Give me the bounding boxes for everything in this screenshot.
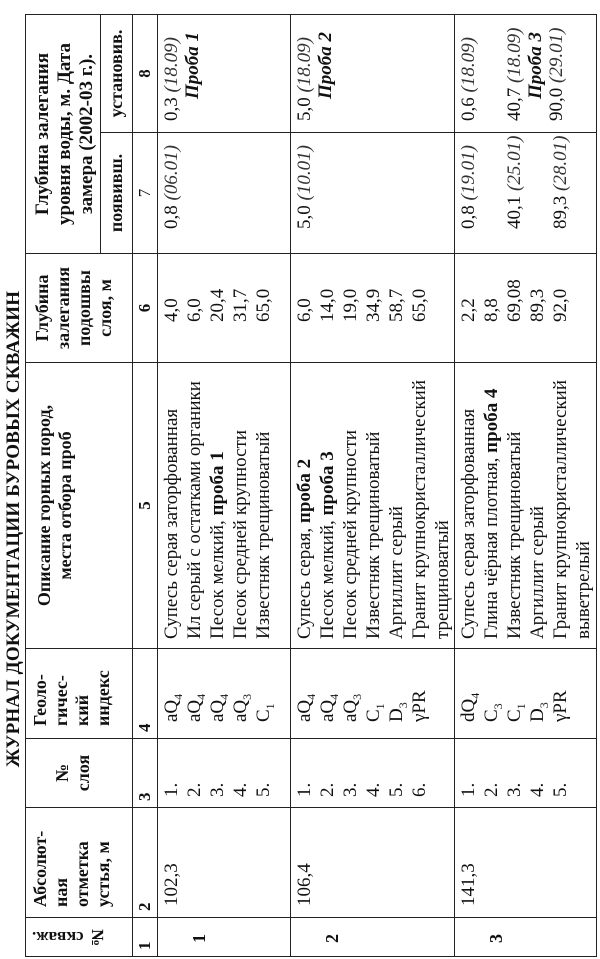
rock-description-text: Ил серый с остатками органики	[184, 381, 205, 639]
bottom-depth-cell	[291, 254, 455, 363]
header-bottom-depth	[26, 254, 133, 363]
water-level-entry	[160, 133, 183, 229]
geo-index-base: C	[363, 709, 384, 722]
document-title: ЖУРНАЛ ДОКУМЕНТАЦИИ БУРОВЫХ СКВАЖИН	[3, 290, 24, 768]
water-depth: 0,8	[458, 205, 479, 229]
geo-index	[183, 649, 206, 722]
header-geo-index	[26, 649, 133, 739]
water-level-entry	[293, 133, 316, 229]
rock-description	[206, 367, 229, 639]
bottom-depth: 6,0	[294, 298, 315, 322]
geo-index-base: aQ	[161, 699, 182, 722]
header-text: кий	[72, 694, 92, 726]
well-row	[455, 14, 597, 956]
geo-index	[362, 649, 385, 722]
header-text: слоя, м	[95, 279, 115, 337]
layer-number: 1.	[458, 782, 479, 797]
water-depth: 0,3	[161, 97, 182, 121]
layer-number: 5.	[253, 782, 274, 797]
geo-index	[339, 649, 362, 722]
header-text: Абсолют-	[30, 830, 50, 907]
column-number: 6	[133, 254, 158, 363]
header-well-no-text: № скваж.	[32, 928, 107, 947]
water-appeared-cell	[455, 133, 597, 254]
water-depth: 5,0	[294, 97, 315, 121]
layer-numbers-cell	[291, 739, 455, 808]
geo-index	[293, 649, 316, 722]
water-depth: 40,7	[504, 87, 525, 121]
header-text: места отбора проб	[55, 431, 75, 580]
bottom-depth: 4,0	[161, 298, 182, 322]
water-depth: 90,0	[546, 87, 567, 121]
water-established-cell	[455, 14, 597, 132]
column-number: 5	[133, 363, 158, 649]
header-text: Глубина залегания	[32, 52, 53, 216]
header-text: ная	[51, 877, 71, 907]
header-text: отметка	[72, 841, 92, 907]
column-number: 4	[133, 649, 158, 739]
geo-index-subscript: 3	[536, 702, 551, 709]
geo-index-subscript: 3	[490, 703, 505, 710]
header-text: подошвы	[74, 270, 94, 346]
bottom-depth: 92,0	[550, 288, 571, 322]
description-cell	[291, 363, 455, 649]
bottom-depth: 69,08	[504, 279, 525, 322]
layer-number: 2.	[481, 782, 502, 797]
header-text: №	[52, 763, 72, 783]
bottom-depth: 65,0	[253, 288, 274, 322]
water-level-entry	[480, 15, 503, 121]
header-text: залегания	[53, 266, 73, 350]
rock-description-text: Гранит крупнокристаллический выветрелый	[550, 380, 594, 639]
geo-index	[316, 649, 339, 722]
header-layer-no	[26, 739, 133, 808]
water-level-entry	[503, 133, 526, 229]
geo-index-subscript: 3	[239, 693, 254, 700]
header-appeared: появивш.	[101, 133, 133, 254]
well-head-elevation: 106,4	[291, 808, 455, 918]
water-level-entry	[316, 15, 335, 121]
rock-description	[549, 367, 595, 639]
rock-description-text: Известняк трещиноватый	[253, 431, 274, 639]
column-number: 1	[133, 918, 158, 957]
bottom-depth: 58,7	[386, 288, 407, 322]
water-established-cell	[158, 14, 291, 132]
geo-index	[549, 649, 572, 722]
rock-description	[362, 367, 385, 639]
bottom-depth-cell	[455, 254, 597, 363]
bottom-depth: 8,8	[481, 298, 502, 322]
bottom-depth: 6,0	[184, 298, 205, 322]
geo-index	[480, 649, 503, 722]
column-number-row	[133, 14, 158, 956]
header-well-no	[26, 918, 133, 957]
geo-index-base: C	[504, 709, 525, 722]
water-level-entry	[160, 15, 183, 121]
header-text: замера (2002-03 г.).	[76, 53, 97, 215]
sample-label: Проба 3	[525, 31, 546, 99]
rock-description	[339, 367, 362, 639]
geo-index-base: γPR	[550, 690, 571, 722]
bottom-depth: 34,9	[363, 288, 384, 322]
geo-index-base: D	[527, 708, 548, 722]
geo-index-subscript: 1	[262, 703, 277, 710]
geo-index-base: aQ	[294, 699, 315, 722]
header-established: установив.	[101, 14, 133, 132]
description-cell	[455, 363, 597, 649]
water-depth: 0,8	[161, 205, 182, 229]
geo-index-base: aQ	[207, 699, 228, 722]
water-level-entry	[526, 133, 549, 229]
rock-description	[385, 367, 408, 639]
geo-index-base: γPR	[409, 690, 430, 722]
sample-label: проба 4	[481, 388, 502, 453]
sample-label: проба 2	[294, 458, 315, 524]
geo-index-base: aQ	[317, 699, 338, 722]
layer-number: 2.	[317, 782, 338, 797]
rock-description-text: Гранит крупнокристаллический трещиноватый	[409, 380, 453, 639]
water-established-cell	[291, 14, 455, 132]
geo-index-cell	[291, 649, 455, 739]
geo-index-base: D	[386, 708, 407, 722]
geo-index	[385, 649, 408, 722]
rock-description-text: Песок средней крупности	[230, 429, 251, 639]
geo-index	[252, 649, 275, 722]
rock-description	[316, 367, 339, 639]
rock-description	[526, 367, 549, 639]
geo-index-subscript: 1	[513, 703, 528, 710]
measurement-date: (18.09)	[504, 27, 525, 83]
column-number: 3	[133, 739, 158, 808]
geo-index	[408, 649, 431, 722]
geo-index-subscript: 3	[395, 702, 410, 709]
rock-description	[252, 367, 275, 639]
rock-description-text: Глина чёрная плотная,	[481, 452, 502, 639]
measurement-date: (29.01)	[546, 27, 567, 83]
layer-number: 6.	[409, 782, 430, 797]
rock-description	[457, 367, 480, 639]
geo-index	[526, 649, 549, 722]
geo-index	[206, 649, 229, 722]
sample-label: Проба 2	[315, 31, 336, 99]
column-number: 7	[133, 133, 158, 254]
layer-numbers-cell	[158, 739, 291, 808]
bottom-depth: 31,7	[230, 288, 251, 322]
well-head-elevation: 102,3	[158, 808, 291, 918]
borehole-log-table	[25, 14, 597, 957]
well-number: 1	[158, 918, 291, 957]
header-text: уровня воды, м. Дата	[54, 43, 75, 225]
header-water-level	[26, 14, 101, 253]
rock-description-text: Аргиллит серый	[527, 506, 548, 639]
layer-number: 3.	[504, 782, 525, 797]
measurement-date: (28.01)	[550, 135, 571, 191]
water-level-entry	[183, 15, 202, 121]
water-level-entry	[457, 15, 480, 121]
sample-label: Проба 1	[182, 31, 203, 99]
bottom-depth: 14,0	[317, 288, 338, 322]
rock-description	[480, 367, 503, 639]
rock-description-text: Супесь серая,	[294, 523, 315, 639]
water-appeared-cell	[158, 133, 291, 254]
rock-description	[293, 367, 316, 639]
measurement-date: (06.01)	[161, 145, 182, 201]
water-depth: 40,1	[504, 195, 525, 229]
water-appeared-cell	[291, 133, 455, 254]
rock-description-text: Аргиллит серый	[386, 506, 407, 639]
geo-index-subscript: 1	[372, 703, 387, 710]
water-level-entry	[293, 15, 316, 121]
water-level-entry	[549, 133, 572, 229]
geo-index-base: aQ	[230, 699, 251, 722]
layer-number: 4.	[363, 782, 384, 797]
header-text: устья, м	[93, 841, 113, 907]
rock-description	[503, 367, 526, 639]
measurement-date: (25.01)	[504, 135, 525, 191]
well-head-elevation: 141,3	[455, 808, 597, 918]
geo-index-subscript: 4	[193, 693, 208, 700]
well-row	[291, 14, 455, 956]
rock-description	[229, 367, 252, 639]
water-level-entry	[457, 133, 480, 229]
geo-index-cell	[158, 649, 291, 739]
header-description	[26, 363, 133, 649]
measurement-date: (18.09)	[294, 37, 315, 93]
geo-index-subscript: 4	[216, 693, 231, 700]
rock-description-text: Известняк трещиноватый	[504, 431, 525, 639]
rock-description-text: Супесь серая заторфованная	[458, 408, 479, 639]
water-level-entry	[503, 15, 526, 121]
header-text: Описание горных пород,	[34, 404, 54, 607]
geo-index-subscript: 4	[303, 693, 318, 700]
rock-description	[408, 367, 454, 639]
geo-index-base: dQ	[458, 698, 479, 722]
bottom-depth: 2,2	[458, 298, 479, 322]
water-level-entry	[545, 15, 568, 121]
geo-index-subscript: 4	[170, 693, 185, 700]
layer-number: 4.	[230, 782, 251, 797]
geo-index	[160, 649, 183, 722]
sample-label: проба 3	[317, 451, 338, 516]
layer-number: 3.	[207, 782, 228, 797]
layer-number: 5.	[550, 782, 571, 797]
well-number: 3	[455, 918, 597, 957]
rock-description	[160, 367, 183, 639]
measurement-date: (18.09)	[458, 37, 479, 93]
well-number: 2	[291, 918, 455, 957]
header-text: Глубина	[32, 274, 52, 342]
layer-number: 5.	[386, 782, 407, 797]
header-text: слоя	[73, 754, 93, 792]
layer-number: 4.	[527, 782, 548, 797]
rock-description-text: Известняк трещиноватый	[363, 431, 384, 639]
measurement-date: (19.01)	[458, 145, 479, 201]
geo-index-base: C	[253, 709, 274, 722]
water-depth: 89,3	[550, 195, 571, 229]
description-cell	[158, 363, 291, 649]
rock-description-text: Песок мелкий,	[317, 515, 338, 639]
geo-index	[503, 649, 526, 722]
header-text: индекс	[93, 670, 113, 726]
bottom-depth-cell	[158, 254, 291, 363]
column-number: 2	[133, 808, 158, 918]
geo-index-subscript: 4	[326, 693, 341, 700]
layer-number: 3.	[340, 782, 361, 797]
water-depth: 0,6	[458, 97, 479, 121]
geo-index-base: C	[481, 709, 502, 722]
column-number: 8	[133, 14, 158, 132]
layer-numbers-cell	[455, 739, 597, 808]
header-abs-mark	[26, 808, 133, 918]
geo-index-cell	[455, 649, 597, 739]
header-text: Геоло-	[30, 674, 50, 726]
measurement-date: (18.09)	[161, 37, 182, 93]
geo-index-base: aQ	[340, 699, 361, 722]
measurement-date: (10.01)	[294, 145, 315, 201]
bottom-depth: 65,0	[409, 288, 430, 322]
layer-number: 2.	[184, 782, 205, 797]
geo-index-subscript: 3	[349, 693, 364, 700]
bottom-depth: 89,3	[527, 288, 548, 322]
water-depth: 5,0	[294, 205, 315, 229]
rock-description-text: Песок средней крупности	[340, 429, 361, 639]
water-level-entry	[480, 133, 503, 229]
rock-description	[183, 367, 206, 639]
header-row	[26, 14, 101, 956]
rock-description-text: Песок мелкий,	[207, 515, 228, 639]
well-row	[158, 14, 291, 956]
geo-index	[229, 649, 252, 722]
geo-index-base: aQ	[184, 699, 205, 722]
water-level-entry	[526, 15, 545, 121]
rock-description-text: Супесь серая заторфованная	[161, 408, 182, 639]
bottom-depth: 20,4	[207, 288, 228, 322]
layer-number: 1.	[161, 782, 182, 797]
header-text: гичес-	[51, 675, 71, 726]
layer-number: 1.	[294, 782, 315, 797]
bottom-depth: 19,0	[340, 288, 361, 322]
geo-index	[457, 649, 480, 722]
geo-index-subscript: 4	[467, 692, 482, 699]
sample-label: проба 1	[207, 451, 228, 516]
